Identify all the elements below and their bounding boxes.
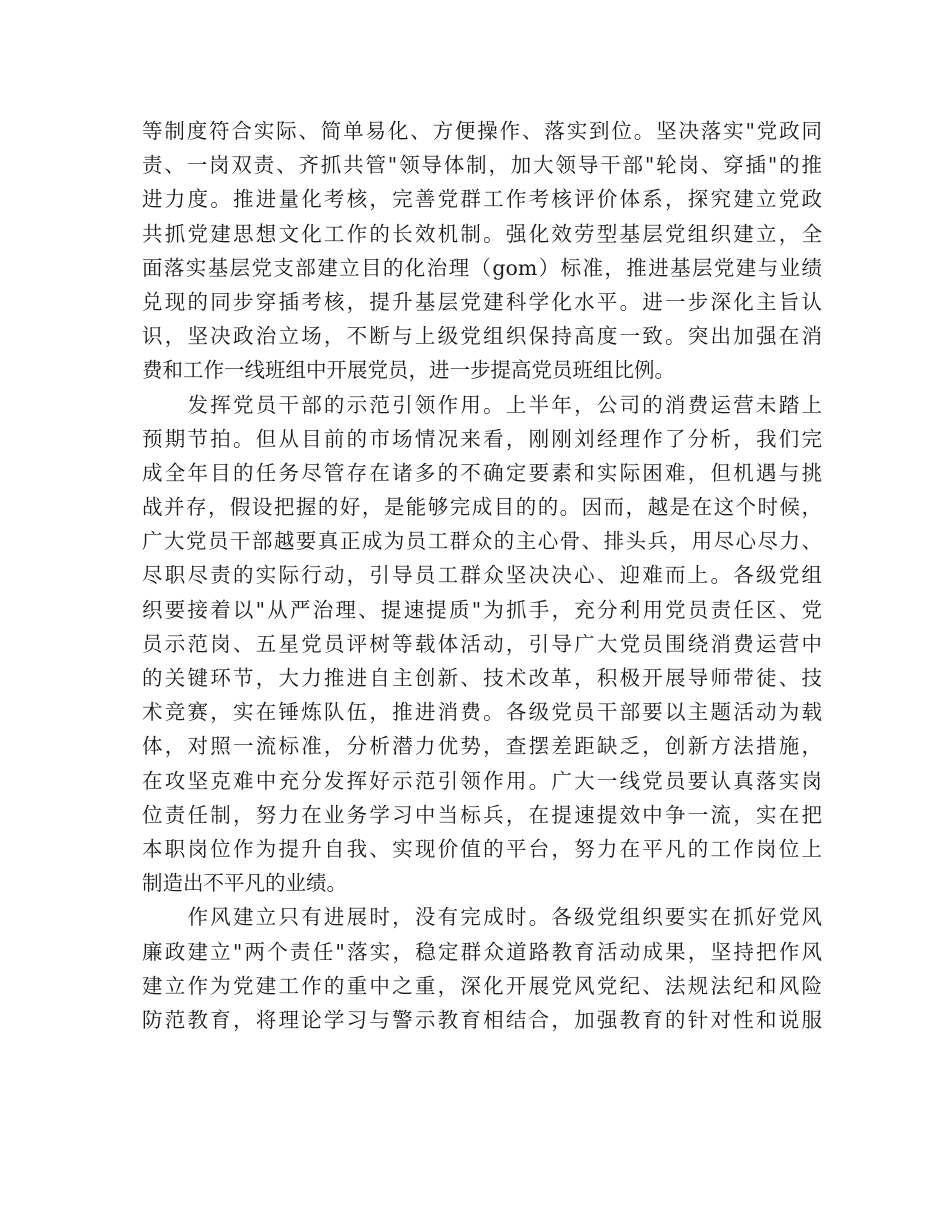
text-line: 责、一岗双责、齐抓共管"领导体制，加大领导干部"轮岗、穿插"的推 (142, 153, 822, 178)
text-line: 共抓党建思想文化工作的长效机制。强化效劳型基层党组织建立，全 (142, 221, 822, 246)
text-line: 兑现的同步穿插考核，提升基层党建科学化水平。进一步深化主旨认 (142, 289, 822, 314)
paragraph-3 (142, 900, 822, 1037)
body-text (142, 114, 822, 1037)
text-line: 本职岗位作为提升自我、实现价值的平台，努力在平凡的工作岗位上 (142, 836, 822, 861)
text-line: 成全年目的任务尽管存在诸多的不确定要素和实际困难，但机遇与挑 (142, 460, 822, 485)
text-line: 进力度。推进量化考核，完善党群工作考核评价体系，探究建立党政 (142, 187, 822, 212)
text-line: 在攻坚克难中充分发挥好示范引领作用。广大一线党员要认真落实岗 (142, 768, 822, 793)
text-line: 战并存，假设把握的好，是能够完成目的的。因而，越是在这个时候， (142, 495, 822, 520)
text-line: 廉政建立"两个责任"落实，稳定群众道路教育活动成果，坚持把作风 (142, 939, 822, 964)
text-line: 等制度符合实际、简单易化、方便操作、落实到位。坚决落实"党政同 (142, 119, 822, 143)
text-line: 发挥党员干部的示范引领作用。上半年，公司的消费运营未踏上 (142, 392, 822, 417)
text-line: 员示范岗、五星党员评树等载体活动，引导广大党员围绕消费运营中 (142, 631, 822, 656)
paragraph-2 (142, 388, 822, 901)
text-line: 面落实基层党支部建立目的化治理（gom）标准，推进基层党建与业绩 (142, 255, 822, 280)
text-line: 制造出不平凡的业绩。 (142, 871, 347, 896)
text-line: 织要接着以"从严治理、提速提质"为抓手，充分利用党员责任区、党 (142, 597, 822, 622)
text-line: 防范教育，将理论学习与警示教育相结合，加强教育的针对性和说服 (142, 1007, 822, 1032)
text-line: 费和工作一线班组中开展党员，进一步提高党员班组比例。 (142, 358, 675, 383)
text-line: 作风建立只有进展时，没有完成时。各级党组织要实在抓好党风 (142, 905, 822, 930)
text-line: 位责任制，努力在业务学习中当标兵，在提速提效中争一流，实在把 (142, 802, 822, 827)
text-line: 建立作为党建工作的重中之重，深化开展党风党纪、法规法纪和风险 (142, 973, 822, 998)
text-line: 识，坚决政治立场，不断与上级党组织保持高度一致。突出加强在消 (142, 324, 822, 349)
paragraph-1 (142, 114, 822, 388)
text-line: 体，对照一流标准，分析潜力优势，查摆差距缺乏，创新方法措施， (142, 734, 822, 759)
text-line: 的关键环节，大力推进自主创新、技术改革，积极开展导师带徒、技 (142, 666, 822, 690)
text-line: 预期节拍。但从目前的市场情况来看，刚刚刘经理作了分析，我们完 (142, 426, 822, 451)
text-line: 术竞赛，实在锤炼队伍，推进消费。各级党员干部要以主题活动为载 (142, 700, 822, 725)
text-line: 尽职尽责的实际行动，引导员工群众坚决决心、迎难而上。各级党组 (142, 563, 822, 588)
text-line: 广大党员干部越要真正成为员工群众的主心骨、排头兵，用尽心尽力、 (142, 529, 822, 554)
